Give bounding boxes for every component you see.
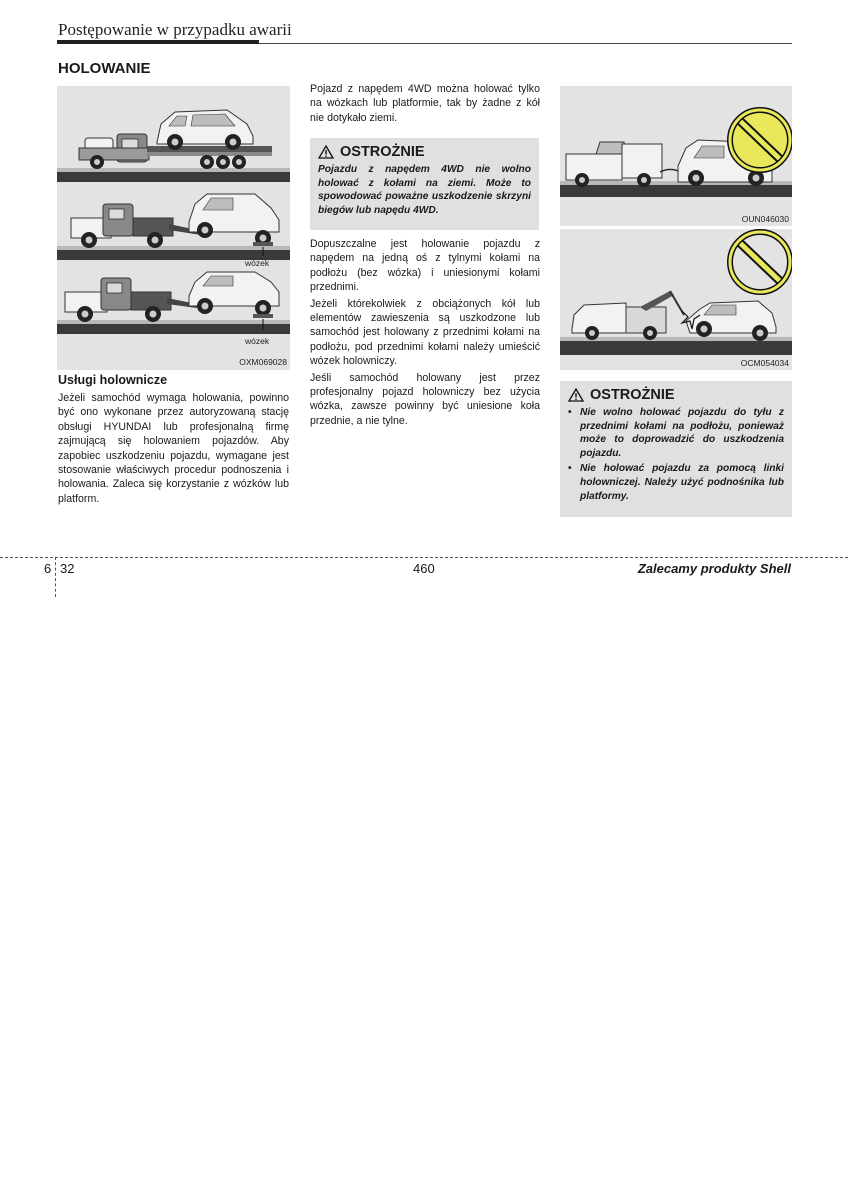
- towing-methods-figure: [57, 86, 290, 370]
- prohibited-rope-tow-figure: [560, 86, 792, 226]
- caution-list: [568, 406, 784, 503]
- footer-page-number: 460: [413, 561, 435, 576]
- awd-intro-text: Pojazd z napędem 4WD można holować tylko na wózkach lub platformie, tak by żadne z kół nie dotykało ziemi.: [310, 83, 540, 124]
- caution-box-4wd: [310, 138, 539, 230]
- warning-triangle-icon: [318, 145, 334, 159]
- caution-header: [318, 144, 531, 160]
- header-rule-thin: [259, 43, 792, 44]
- figure-code-left: OXM069028: [239, 357, 287, 367]
- caution-item-2: • Nie holować pojazdu za pomocą linki holowniczej. Należy użyć podnośnika lub platformy.: [568, 462, 784, 503]
- middle-body: [310, 237, 540, 430]
- middle-paragraph-1: Dopuszczalne jest holowanie pojazdu z napędem na jedną oś z tylnymi kołami na podłożu (bez wózka) i uniesionymi kołami przednimi.: [310, 238, 540, 294]
- warning-triangle-icon: [568, 388, 584, 402]
- caution-text-4wd: Pojazdu z napędem 4WD nie wolno holować z kołami na ziemi. Może to spowodować poważne uszkodzenie skrzyni biegów lub napędu 4WD.: [318, 164, 531, 216]
- figure-code-right-top: OUN046030: [741, 214, 789, 224]
- prohibited-rope-tow-illustration: [560, 86, 792, 226]
- caution-title: OSTROŻNIE: [340, 144, 425, 160]
- caution-title-right: OSTROŻNIE: [590, 387, 675, 403]
- page-header-title: Postępowanie w przypadku awarii: [58, 20, 292, 39]
- figure-code-right-bottom: OCM054034: [740, 358, 789, 368]
- caution-item-1: • Nie wolno holować pojazdu do tyłu z przednimi kołami na podłożu, ponieważ może to doprowadzić do uszkodzenia pojazdu.: [568, 406, 784, 460]
- middle-paragraph-3: Jeśli samochód holowany jest przez profesjonalny pojazd holowniczy bez użycia wózka, zawsze powinny być uniesione koła przednie, a nie tylne.: [310, 371, 540, 427]
- towing-services-text: Jeżeli samochód wymaga holowania, powinno być ono wykonane przez autoryzowaną stację obsługi HYUNDAI lub profesjonalną firmę zajmującą się holowaniem pojazdów. Aby zapobiec uszkodzeniu pojazdu, wymagane jest stosowanie właściwych procedur podnoszenia i holowania. Zaleca się korzystanie z wózków lub platform.: [58, 392, 289, 505]
- footer-section-page: 32: [60, 561, 75, 576]
- towing-services-paragraph: [58, 391, 289, 508]
- footer-brand-text: Zalecamy produkty Shell: [637, 561, 791, 576]
- footer-section-number: 6: [44, 561, 52, 576]
- middle-intro: [310, 82, 540, 127]
- caution-header-right: [568, 387, 784, 403]
- footer-dashed-rule: [0, 557, 848, 558]
- prohibited-rear-lift-figure: [560, 229, 792, 370]
- header-rule-thick: [57, 40, 259, 44]
- footer-vertical-dash: [55, 557, 56, 597]
- middle-paragraph-2: Jeżeli którekolwiek z obciążonych kół lub elementów zawieszenia są uszkodzone lub samochód jest holowany z przednimi kołami na podłożu, pod przednimi kołami należy umieścić wózek holowniczy.: [310, 297, 540, 368]
- caution-box-towing: [560, 381, 792, 517]
- towing-services-heading: Usługi holownicze: [58, 373, 168, 387]
- dolly-label-1: wózek: [245, 258, 270, 268]
- section-heading: HOLOWANIE: [58, 60, 151, 77]
- prohibited-rear-lift-illustration: [560, 229, 792, 370]
- dolly-label-2: wózek: [245, 336, 270, 346]
- towing-methods-illustration: [57, 86, 290, 370]
